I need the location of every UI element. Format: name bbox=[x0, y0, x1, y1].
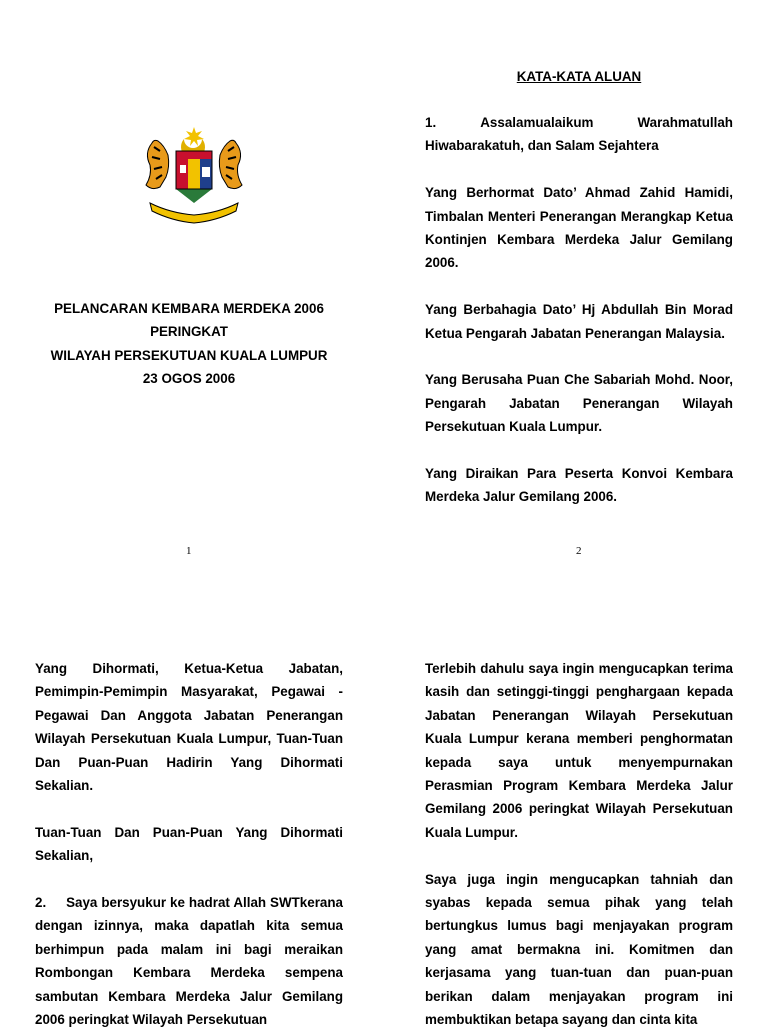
paragraph: Terlebih dahulu saya ingin mengucapkan terima kasih dan setinggi-tinggi penghargaan kepada Jabatan Penerangan Wilayah Persekutuan Kuala Lumpur kerana memberi penghormatan kepada saya untuk menyempurnakan Perasmian Program Kembara Merdeka Jalur Gemilang 2006 peringkat Wilayah Persekutuan Kuala Lumpur. bbox=[425, 661, 733, 840]
paragraph: Yang Berbahagia Dato’ Hj Abdullah Bin Morad Ketua Pengarah Jabatan Penerangan Malaysia. bbox=[425, 302, 733, 341]
title-line: WILAYAH PERSEKUTUAN KUALA LUMPUR bbox=[50, 347, 328, 363]
title-line: 23 OGOS 2006 bbox=[142, 371, 236, 387]
page-4-body bbox=[425, 657, 733, 1031]
page-number: 1 bbox=[186, 545, 192, 557]
title-line: PELANCARAN KEMBARA MERDEKA 2006 bbox=[54, 301, 324, 316]
paragraph: Yang Diraikan Para Peserta Konvoi Kembara Merdeka Jalur Gemilang 2006. bbox=[425, 466, 733, 505]
page-2-body bbox=[425, 111, 733, 509]
paragraph: Saya juga ingin mengucapkan tahniah dan syabas kepada semua pihak yang telah bertungkus lumus bagi menjayakan program yang amat bermakna ini. Komitmen dan kerjasama yang tuan-tuan dan puan-puan berikan dalam menjayakan program ini membuktikan betapa sayang dan cinta kita bbox=[425, 871, 733, 1028]
greeting-word: Assalamualaikum bbox=[480, 115, 594, 130]
paragraph: Yang Dihormati, Ketua-Ketua Jabatan, Pemimpin-Pemimpin Masyarakat, Pegawai - Pegawai Dan Anggota Jabatan Penerangan Wilayah Persekutuan Kuala Lumpur, Tuan-Tuan Dan Puan-Puan Hadirin Yang Dihormati Sekalian. bbox=[35, 661, 343, 794]
greeting-rest: Hiwabarakatuh, dan Salam Sejahtera bbox=[425, 138, 659, 154]
title-line: PERINGKAT bbox=[150, 324, 228, 340]
paragraph: Tuan-Tuan Dan Puan-Puan Yang Dihormati Sekalian, bbox=[35, 824, 343, 864]
paragraph: Yang Berhormat Dato’ Ahmad Zahid Hamidi, Timbalan Menteri Penerangan Merangkap Ketua Kontinjen Kembara Merdeka Jalur Gemilang 2006. bbox=[425, 185, 733, 271]
section-heading: KATA-KATA ALUAN bbox=[516, 69, 642, 84]
paragraph-number: 1. bbox=[425, 115, 437, 130]
greeting-word: Warahmatullah bbox=[637, 115, 733, 130]
paragraph: 2. Saya bersyukur ke hadrat Allah SWTkerana dengan izinnya, maka dapatlah kita semua berhimpun pada malam ini bagi meraikan Rombongan Kembara Merdeka sempena sambutan Kembara Merdeka Jalur Gemilang 2006 peringkat Wilayah Persekutuan bbox=[35, 895, 347, 1028]
page-3-body bbox=[35, 657, 347, 1031]
paragraph: Yang Berusaha Puan Che Sabariah Mohd. Noor, Pengarah Jabatan Penerangan Wilayah Persekutuan Kuala Lumpur. bbox=[425, 372, 733, 435]
page-number: 2 bbox=[576, 545, 582, 557]
greeting-first-line bbox=[425, 111, 733, 134]
